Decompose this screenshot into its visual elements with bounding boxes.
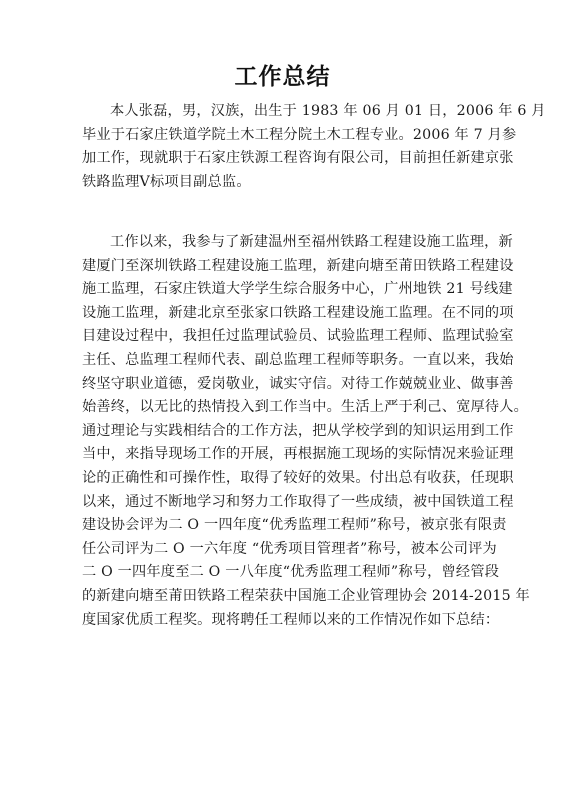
text-line: 铁路监理Ⅴ标项目副总监。 (82, 173, 251, 190)
text-line: 的新建向塘至莆田铁路工程荣获中国施工企业管理协会 2014-2015 年 (82, 587, 530, 604)
text-line: 工作以来，我参与了新建温州至福州铁路工程建设施工监理，新 (110, 234, 513, 250)
text-line: 终坚守职业道德，爱岗敬业，诚实守信。对待工作兢兢业业、做事善 (82, 375, 514, 392)
document-title: 工作总结 (234, 64, 331, 90)
text-line: 目建设过程中，我担任过监理试验员、试验监理工程师、监理试验室 (82, 328, 514, 345)
text-line: 设施工监理，新建北京至张家口铁路工程建设施工监理。在不同的项 (82, 304, 514, 321)
text-line: 以来，通过不断地学习和努力工作取得了一些成绩，被中国铁道工程 (82, 493, 514, 510)
text-line: 本人张磊，男，汉族，出生于 1983 年 06 月 01 日，2006 年 6 月 (110, 103, 546, 119)
text-line: 加工作，现就职于石家庄铁源工程咨询有限公司，目前担任新建京张 (82, 150, 514, 167)
text-line: 始善终，以无比的热情投入到工作当中。生活上严于利己、宽厚待人。 (82, 399, 529, 416)
text-line: 二 O 一四年度至二 O 一八年度“优秀监理工程师”称号，曾经管段 (82, 564, 500, 581)
text-line: 当中，来指导现场工作的开展，再根据施工现场的实际情况来验证理 (82, 446, 514, 463)
text-line: 任公司评为二 O 一六年度 “优秀项目管理者”称号，被本公司评为 (82, 540, 497, 557)
paragraph-personal-info (82, 100, 546, 194)
text-line: 主任、总监理工程师代表、副总监理工程师等职务。一直以来，我始 (82, 351, 514, 368)
paragraph-work-experience (82, 231, 530, 632)
text-line: 毕业于石家庄铁道学院土木工程分院土木工程专业。2006 年 7 月参 (82, 126, 517, 143)
text-line: 度国家优质工程奖。现将聘任工程师以来的工作情况作如下总结： (82, 611, 500, 628)
text-line: 建设协会评为二 O 一四年度“优秀监理工程师”称号，被京张有限责 (82, 517, 507, 534)
text-line: 论的正确性和可操作性，取得了较好的效果。付出总有收获，任现职 (82, 469, 514, 486)
text-line: 建厦门至深圳铁路工程建设施工监理，新建向塘至莆田铁路工程建设 (82, 257, 514, 274)
text-line: 通过理论与实践相结合的工作方法，把从学校学到的知识运用到工作 (82, 422, 514, 439)
text-line: 施工监理，石家庄铁道大学学生综合服务中心，广州地铁 21 号线建 (82, 281, 513, 298)
